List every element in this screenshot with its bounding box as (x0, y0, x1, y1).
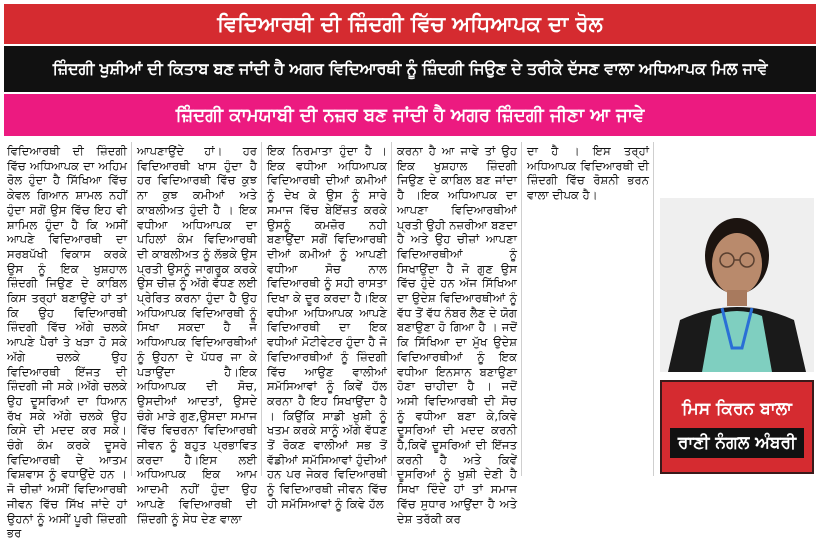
headline-subtitle: ਜ਼ਿੰਦਗੀ ਖੁਸ਼ੀਆਂ ਦੀ ਕਿਤਾਬ ਬਣ ਜਾਂਦੀ ਹੈ ਅਗਰ ਵਿਦਿਆਰਥੀ ਨੂੰ ਜ਼ਿੰਦਗੀ ਜਿਉਣ ਦੇ ਤਰੀਕੇ ਦੱਸਣ ਵਾਲਾ ਅਧਿਆਪਕ ਮਿਲ ਜਾਵੇ (4, 46, 816, 92)
author-place: ਰਾਣੀ ਨੰਗਲ ਅੰਬਰੀ (670, 428, 804, 458)
author-credit (660, 380, 814, 474)
column-divider (131, 142, 132, 476)
headline-tagline: ਜ਼ਿੰਦਗੀ ਕਾਮਯਾਬੀ ਦੀ ਨਜ਼ਰ ਬਣ ਜਾਂਦੀ ਹੈ ਅਗਰ ਜ਼ਿੰਦਗੀ ਜੀਣਾ ਆ ਜਾਵੇ (4, 94, 816, 136)
article-column-2: ਆਪਣਾਉਂਦੇ ਹਾਂ। ਹਰ ਵਿਦਿਆਰਥੀ ਖਾਸ ਹੁੰਦਾ ਹੈ ਹਰ ਵਿਦਿਆਰਥੀ ਵਿੱਚ ਕੁਝ ਨਾ ਕੁਝ ਕਮੀਆਂ ਅਤੇ ਕਾਬਲੀਅਤ ਹੁੰਦੀ ਹੈ । ਇਕ ਵਧੀਆ ਅਧਿਆਪਕ ਦਾ ਪਹਿਲਾਂ ਕੰਮ ਵਿਦਿਆਰਥੀ ਦੀ ਕਾਬਲੀਅਤ ਨੂੰ ਲੱਭਕੇ ਉਸ ਪ੍ਰਤੀ ਉਸਨੂੰ ਜਾਗਰੂਕ ਕਰਕੇ ਉਸ ਚੀਜ਼ ਨੂੰ ਅੱਗੇ ਵੱਧਣ ਲਈ ਪ੍ਰੇਰਿਤ ਕਰਨਾ ਹੁੰਦਾ ਹੈ ਉਹ ਅਧਿਆਪਕ ਵਿਦਿਆਰਥੀ ਨੂੰ ਸਿਖਾ ਸਕਦਾ ਹੈ ਜੋ ਅਧਿਆਪਕ ਵਿਦਿਆਰਥੀਆਂ ਨੂੰ ਉਹਨਾ ਦੇ ਪੱਧਰ ਜਾ ਕੇ ਪੜਾਉਂਦਾ ਹੈ।ਇਕ ਅਧਿਆਪਕ ਦੀ ਸੋਚ, ਉਸਦੀਆਂ ਆਦਤਾਂ, ਉਸਦੇ ਚੰਗੇ ਮਾੜੇ ਗੁਣ,ਉਸਦਾ ਸਮਾਜ ਵਿੱਚ ਵਿਚਰਨਾ ਵਿਦਿਆਰਥੀ ਜੀਵਨ ਨੂੰ ਬਹੁਤ ਪ੍ਰਭਾਵਿਤ ਕਰਦਾ ਹੈ।ਇਸ ਲਈ ਅਧਿਆਪਕ ਇਕ ਆਮ ਆਦਮੀ ਨਹੀਂ ਹੁੰਦਾ ਉਹ ਆਪਣੇ ਵਿਦਿਆਰਥੀ ਦੀ ਜ਼ਿੰਦਗੀ ਨੂੰ ਸੇਧ ਦੇਣ ਵਾਲਾ (137, 144, 257, 526)
article-column-4: ਕਰਨਾ ਹੈ ਆ ਜਾਵੇ ਤਾਂ ਉਹ ਇਕ ਖੁਸ਼ਹਾਲ ਜ਼ਿੰਦਗੀ ਜਿਉਣ ਦੇ ਕਾਬਿਲ ਬਣ ਜਾਂਦਾ ਹੈ ।ਇਕ ਅਧਿਆਪਕ ਦਾ ਆਪਣਾ ਵਿਦਿਆਰਥੀਆਂ ਪ੍ਰਤੀ ਉਹੀ ਨਜ਼ਰੀਆ ਬਣਦਾ ਹੈ ਅਤੇ ਉਹ ਚੀਜ਼ਾਂ ਆਪਣਾ ਵਿਦਿਆਰਥੀਆਂ ਨੂੰ ਸਿਖਾਉਂਦਾ ਹੈ ਜੋ ਗੁਣ ਉਸ ਵਿੱਚ ਹੁੰਦੇ ਹਨ ਅੱਜ ਸਿੱਖਿਆ ਦਾ ਉਦੇਸ਼ ਵਿਦਿਆਰਥੀਆਂ ਨੂੰ ਵੱਧ ਤੋਂ ਵੱਧ ਨੰਬਰ ਲੈਣ ਦੇ ਯੋਗ ਬਣਾਉਣਾ ਹੋ ਗਿਆ ਹੈ । ਜਦੋਂ ਕਿ ਸਿੱਖਿਆ ਦਾ ਮੁੱਖ ਉਦੇਸ਼ ਵਿਦਿਆਰਥੀਆਂ ਨੂੰ ਇਕ ਵਧੀਆ ਇਨਸਾਨ ਬਣਾਉਣਾ ਹੋਣਾ ਚਾਹੀਦਾ ਹੈ । ਜਦੋਂ ਅਸੀ ਵਿਦਿਆਰਥੀ ਦੀ ਸੋਚ ਨੂੰ ਵਧੀਆ ਬਣਾ ਕੇ,ਕਿਵੇ ਦੂਸਰਿਆਂ ਦੀ ਮਦਦ ਕਰਨੀ ਹੈ,ਕਿਵੇਂ ਦੂਸਰਿਆਂ ਦੀ ਇੱਜਤ ਕਰਨੀ ਹੈ ਅਤੇ ਕਿਵੇਂ ਦੂਸਰਿਆਂ ਨੂੰ ਖੁਸ਼ੀ ਦੇਣੀ ਹੈ ਸਿਖਾ ਦਿੰਦੇ ਹਾਂ ਤਾਂ ਸਮਾਜ ਵਿੱਚ ਸੁਧਾਰ ਆਉਂਦਾ ਹੈ ਅਤੇ ਦੇਸ਼ ਤਰੱਕੀ ਕਰ (397, 144, 517, 526)
headline-title: ਵਿਦਿਆਰਥੀ ਦੀ ਜ਼ਿੰਦਗੀ ਵਿੱਚ ਅਧਿਆਪਕ ਦਾ ਰੋਲ (4, 4, 816, 44)
column-divider (653, 142, 654, 476)
author-name: ਮਿਸ ਕਿਰਨ ਬਾਲਾ (682, 396, 792, 422)
article-column-3: ਇਕ ਨਿਰਮਾਤਾ ਹੁੰਦਾ ਹੈ ।ਇਕ ਵਧੀਆ ਅਧਿਆਪਕ ਵਿਦਿਆਰਥੀ ਦੀਆਂ ਕਮੀਆਂ ਨੂੰ ਦੇਖ ਕੇ ਉਸ ਨੂੰ ਸਾਰੇ ਸਮਾਜ ਵਿੱਚ ਬੇਇੱਜ਼ਤ ਕਰਕੇ ਉਸਨੂੰ ਕਮਜ਼ੋਰ ਨਹੀ ਬਣਾਉਂਦਾ ਸਗੋਂ ਵਿਦਿਆਰਥੀ ਦੀਆਂ ਕਮੀਆਂ ਨੂੰ ਆਪਣੀ ਵਧੀਆ ਸੋਚ ਨਾਲ ਵਿਦਿਆਰਥੀ ਨੂੰ ਸਹੀ ਰਾਸਤਾ ਦਿਖਾ ਕੇ ਦੂਰ ਕਰਦਾ ਹੈ।ਇਕ ਵਧੀਆ ਅਧਿਆਪਕ ਆਪਣੇ ਵਿਦਿਆਰਥੀ ਦਾ ਇਕ ਵਧੀਆਂ ਮੋਟੀਵੇਟਰ ਹੁੰਦਾ ਹੈ ਜੋ ਵਿਦਿਆਰਥੀਆਂ ਨੂੰ ਜ਼ਿੰਦਗੀ ਵਿੱਚ ਆਉਣ ਵਾਲੀਆਂ ਸਮੱਸਿਆਵਾਂ ਨੂੰ ਕਿਵੇਂ ਹੱਲ ਕਰਨਾ ਹੈ ਇਹ ਸਿਖਾਉਂਦਾ ਹੈ । ਕਿਉਂਕਿ ਸਾਡੀ ਖੁਸ਼ੀ ਨੂੰ ਖਤਮ ਕਰਕੇ ਸਾਨੂੰ ਅੱਗੇ ਵੱਧਣ ਤੋਂ ਰੋਕਣ ਵਾਲੀਆਂ ਸਭ ਤੋਂ ਵੱਡੀਆਂ ਸਮੱਸਿਆਵਾਂ ਹੁੰਦੀਆਂ ਹਨ ਪਰ ਜੇਕਰ ਵਿਦਿਆਰਥੀ ਨੂੰ ਵਿਦਿਆਰਥੀ ਜੀਵਨ ਵਿੱਚ ਹੀ ਸਮੱਸਿਆਵਾਂ ਨੂੰ ਕਿਵੇ ਹੱਲ (267, 144, 387, 511)
author-portrait-illustration (660, 198, 814, 372)
article-column-1: ਵਿਦਿਆਰਥੀ ਦੀ ਜ਼ਿੰਦਗੀ ਵਿੱਚ ਅਧਿਆਪਕ ਦਾ ਅਹਿਮ ਰੋਲ ਹੁੰਦਾ ਹੈ ਸਿੱਖਿਆ ਵਿੱਚ ਕੇਵਲ ਗਿਆਨ ਸ਼ਾਮਲ ਨਹੀਂ ਹੁੰਦਾ ਸਗੋਂ ਉਸ ਵਿੱਚ ਇਹ ਵੀ ਸ਼ਾਮਿਲ ਹੁੰਦਾ ਹੈ ਕਿ ਅਸੀਂ ਆਪਣੇ ਵਿਦਿਆਰਥੀ ਦਾ ਸਰਬਪੱਖੀ ਵਿਕਾਸ ਕਰਕੇ ਉਸ ਨੂੰ ਇਕ ਖੁਸ਼ਹਾਲ ਜ਼ਿੰਦਗੀ ਜਿਉਣ ਦੇ ਕਾਬਿਲ ਕਿਸ ਤਰ੍ਹਾਂ ਬਣਾਉਂਦੇ ਹਾਂ ਤਾਂ ਕਿ ਉਹ ਵਿਦਿਆਰਥੀ ਜ਼ਿੰਦਗੀ ਵਿੱਚ ਅੱਗੇ ਚਲਕੇ ਆਪਣੇ ਪੈਰਾਂ ਤੇ ਖੜਾ ਹੋ ਸਕੇ ਅੱਗੇ ਚਲਕੇ ਉਹ ਵਿਦਿਆਰਥੀ ਇੱਜਤ ਦੀ ਜ਼ਿੰਦਗੀ ਜੀ ਸਕੇ।ਅੱਗੇ ਚਲਕੇ ਉਹ ਦੂਸਰਿਆਂ ਦਾ ਧਿਆਨ ਰੱਖ ਸਕੇ ਅੱਗੇ ਚਲਕੇ ਉਹ ਕਿਸੇ ਦੀ ਮਦਦ ਕਰ ਸਕੇ। ਚੰਗੇ ਕੰਮ ਕਰਕੇ ਦੂਸਰੇ ਵਿਦਿਆਰਥੀ ਦੇ ਆਤਮ ਵਿਸ਼ਵਾਸ ਨੂੰ ਵਧਾਉਂਦੇ ਹਨ ।ਜੋ ਚੀਜ਼ਾਂ ਅਸੀਂ ਵਿਦਿਆਰਥੀ ਜੀਵਨ ਵਿੱਚ ਸਿੱਖ ਜਾਂਦੇ ਹਾਂ ਉਹਨਾਂ ਨੂੰ ਅਸੀਂ ਪੂਰੀ ਜ਼ਿੰਦਗੀ ਭਰ (7, 144, 127, 541)
column-divider (521, 142, 522, 476)
column-divider (261, 142, 262, 476)
author-photo (660, 198, 814, 372)
article-column-5: ਦਾ ਹੈ । ਇਸ ਤਰ੍ਹਾਂ ਅਧਿਆਪਕ ਵਿਦਿਆਰਥੀ ਦੀ ਜ਼ਿੰਦਗੀ ਵਿੱਚ ਰੋਸ਼ਨੀ ਭਰਨ ਵਾਲਾ ਦੀਪਕ ਹੈ। (527, 144, 649, 203)
column-divider (391, 142, 392, 476)
